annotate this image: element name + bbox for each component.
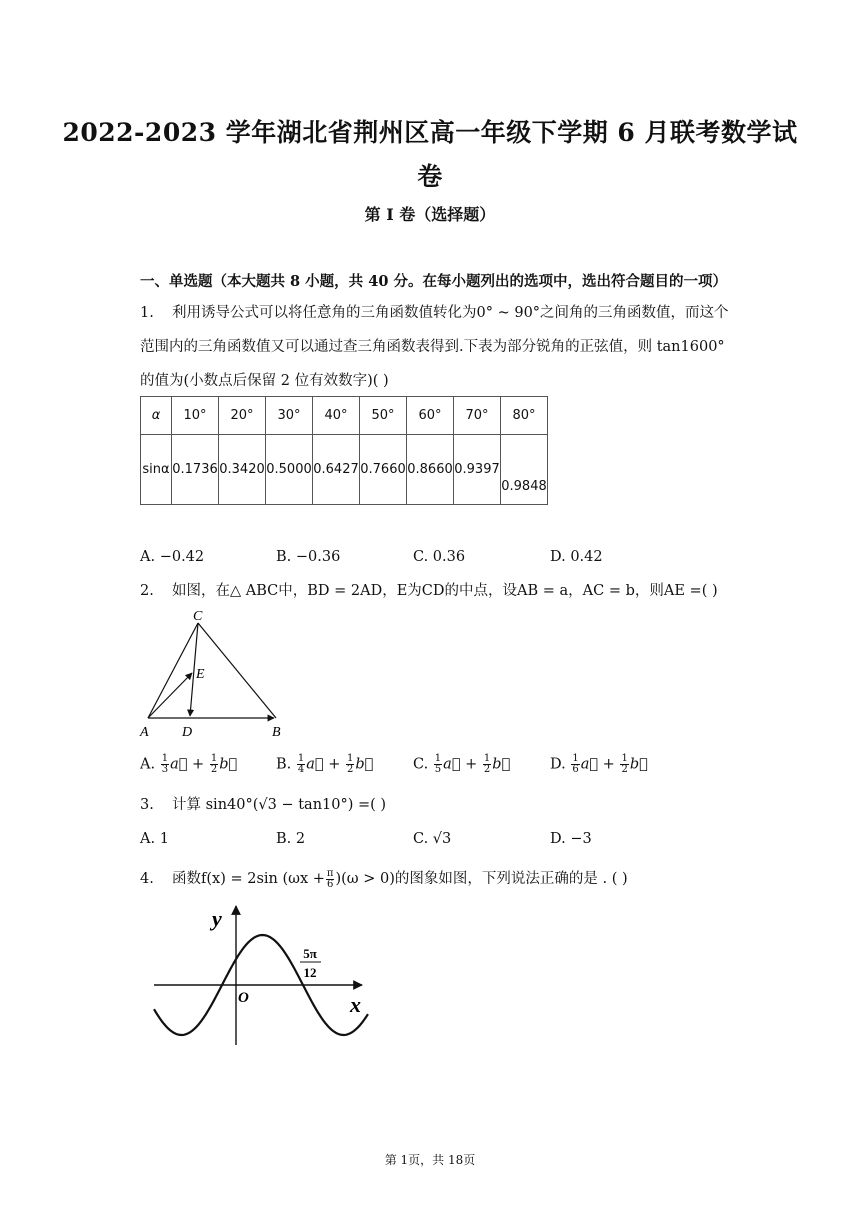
fraction: $\frac{1}{5}$ xyxy=(434,753,442,775)
q2-option-c[interactable]: C. $\frac{1}{5}$ a⃗ + $\frac{1}{2}$ b⃗ xyxy=(413,753,511,775)
fraction: $\frac{1}{2}$ xyxy=(483,753,491,775)
q3-option-b[interactable]: B. 2 xyxy=(276,831,306,847)
table-value: 0.6427 xyxy=(313,435,360,505)
zero-mark-denominator: 12 xyxy=(303,965,317,980)
fraction: $\frac{1}{2}$ xyxy=(346,753,354,775)
x-label: x xyxy=(350,992,361,1017)
q1-line3: 的值为(小数点后保留 2 位有效数字)( ) xyxy=(140,373,389,389)
label-b: B xyxy=(272,725,281,740)
q3-option-c[interactable]: C. √3 xyxy=(413,831,452,847)
origin-label: O xyxy=(238,990,249,1006)
table-value: 0.9397 xyxy=(454,435,501,505)
table-value: 0.5000 xyxy=(266,435,313,505)
table-angle: 80° xyxy=(501,397,548,435)
label-a: A xyxy=(140,725,149,740)
q2-option-a[interactable]: A. $\frac{1}{3}$ a⃗ + $\frac{1}{2}$ b⃗ xyxy=(140,753,238,775)
section-header: 一、单选题（本大题共 8 小题，共 40 分。在每小题列出的选项中，选出符合题目的一项） xyxy=(140,273,727,290)
fraction: $\frac{1}{6}$ xyxy=(572,753,579,775)
table-value: 0.8660 xyxy=(407,435,454,505)
q1-option-d[interactable]: D. 0.42 xyxy=(550,549,603,565)
sine-table xyxy=(140,396,548,505)
vector-ae xyxy=(148,673,192,718)
q2-number: 2. xyxy=(140,583,154,599)
table-row-label: sinα xyxy=(141,435,172,505)
q1-option-a[interactable]: A. −0.42 xyxy=(140,549,205,565)
q3-option-a[interactable]: A. 1 xyxy=(140,831,169,847)
fraction: $\frac{1}{2}$ xyxy=(210,753,218,775)
q3-text: 计算 sin40°(√3 − tan10°) =( ) xyxy=(172,797,387,813)
fraction: $\frac{\pi}{6}$ xyxy=(326,867,334,890)
q2-text: 如图，在△ ABC中，BD = 2AD，E为CD的中点，设AB = a，AC = b，则AE =( ) xyxy=(172,583,718,599)
zero-mark-numerator: 5π xyxy=(303,946,317,961)
triangle-figure xyxy=(138,605,288,740)
q1-option-b[interactable]: B. −0.36 xyxy=(276,549,341,565)
q2-option-b[interactable]: B. $\frac{1}{4}$ a⃗ + $\frac{1}{2}$ b⃗ xyxy=(276,753,374,775)
fraction: $\frac{1}{2}$ xyxy=(621,753,628,775)
table-header-label: α xyxy=(141,397,172,435)
table-angle: 30° xyxy=(266,397,313,435)
table-angle: 10° xyxy=(172,397,219,435)
q2-option-d[interactable]: D. $\frac{1}{6}$ a⃗ + $\frac{1}{2}$ b⃗ xyxy=(550,753,648,775)
page-footer: 第 1页，共 18页 xyxy=(384,1153,476,1167)
q3-option-d[interactable]: D. −3 xyxy=(550,831,592,847)
table-angle: 40° xyxy=(313,397,360,435)
table-angle: 50° xyxy=(360,397,407,435)
fraction: $\frac{1}{4}$ xyxy=(297,753,305,775)
table-value: 0.1736 xyxy=(172,435,219,505)
part-subtitle: 第 I 卷（选择题） xyxy=(364,205,496,224)
sine-graph xyxy=(150,900,375,1050)
label-e: E xyxy=(196,667,205,682)
table-value: 0.7660 xyxy=(360,435,407,505)
table-angle: 60° xyxy=(407,397,454,435)
y-label: y xyxy=(212,906,222,931)
q1-line1: 利用诱导公式可以将任意角的三角函数值转化为0° ~ 90°之间角的三角函数值，而这个 xyxy=(172,305,729,321)
label-c: C xyxy=(193,609,203,624)
q1-number: 1. xyxy=(140,305,154,321)
q4-number: 4. xyxy=(140,871,154,887)
table-angle: 20° xyxy=(219,397,266,435)
page-title: 2022-2023 学年湖北省荆州区高一年级下学期 6 月联考数学试 xyxy=(62,118,798,147)
table-angle: 70° xyxy=(454,397,501,435)
label-d: D xyxy=(182,725,193,740)
q1-option-c[interactable]: C. 0.36 xyxy=(413,549,466,565)
page-title-continued: 卷 xyxy=(417,162,443,191)
fraction: $\frac{1}{3}$ xyxy=(161,753,169,775)
table-value: 0.9848 xyxy=(501,435,548,505)
table-value: 0.3420 xyxy=(219,435,266,505)
q3-number: 3. xyxy=(140,797,154,813)
q1-line2: 范围内的三角函数值又可以通过查三角函数表得到.下表为部分锐角的正弦值，则 tan1600° xyxy=(140,339,725,355)
q4-text: 函数f(x) = 2sin (ωx + $\frac{\pi}{6}$ )(ω > 0)的图象如图，下列说法正确的是 . ( ) xyxy=(172,867,628,890)
side-cb xyxy=(198,623,276,718)
